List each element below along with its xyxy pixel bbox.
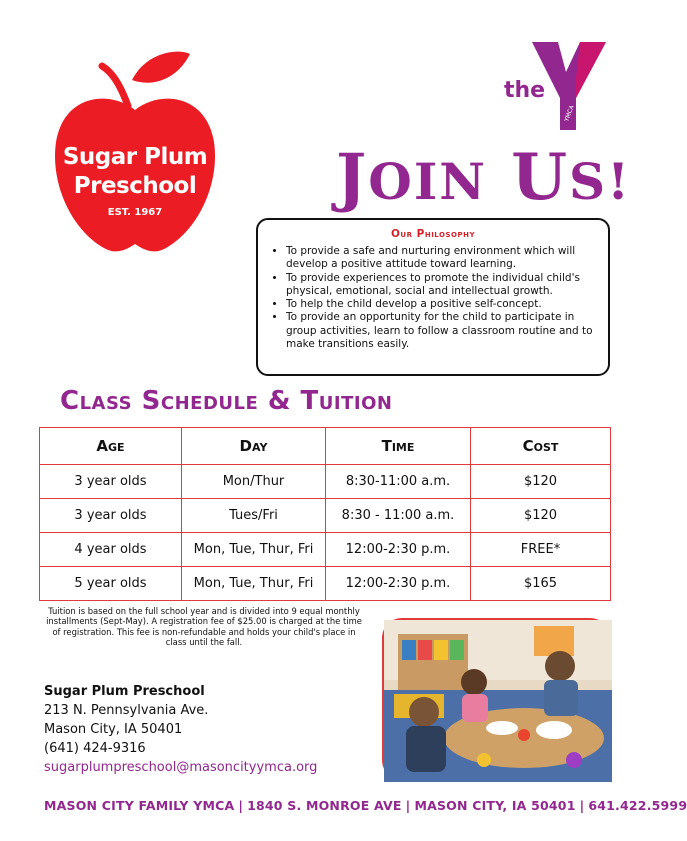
headline-oin: OIN bbox=[368, 152, 487, 211]
headline-j: J bbox=[336, 140, 369, 215]
schedule-title: Class Schedule & Tuition bbox=[60, 386, 393, 416]
tuition-note: Tuition is based on the full school year and is divided into 9 equal monthly installments (Sept-May). A registration fee of $25.00 is charged at the time of registration. This fee is non-refundable and holds your child's place in class until the fall. bbox=[46, 606, 362, 647]
footer bbox=[44, 798, 687, 813]
classroom-photo bbox=[382, 618, 610, 780]
headline-u: U bbox=[511, 140, 570, 215]
table-header-row bbox=[40, 428, 611, 465]
cell-time: 8:30-11:00 a.m. bbox=[326, 465, 471, 499]
footer-city: MASON CITY, IA 50401 bbox=[414, 798, 576, 813]
table-row bbox=[40, 465, 611, 499]
join-us-headline bbox=[336, 140, 631, 215]
footer-separator: | bbox=[405, 798, 411, 813]
footer-separator: | bbox=[238, 798, 244, 813]
ymca-mini-text: YMCA bbox=[563, 104, 576, 123]
logo-line2: Preschool bbox=[73, 173, 197, 199]
ymca-y-icon bbox=[500, 38, 610, 134]
header-cost: Cost bbox=[471, 428, 611, 465]
philosophy-list bbox=[268, 245, 598, 351]
sugar-plum-apple-logo bbox=[50, 44, 220, 256]
contact-street: 213 N. Pennsylvania Ave. bbox=[44, 703, 209, 718]
contact-email-link[interactable]: sugarplumpreschool@masoncityymca.org bbox=[44, 760, 318, 775]
cell-day: Mon/Thur bbox=[182, 465, 326, 499]
classroom-photo-image bbox=[384, 620, 612, 782]
philosophy-item: • To provide experiences to promote the individual child's physical, emotional, social and intellectual growth. bbox=[286, 272, 598, 299]
contact-phone: (641) 424-9316 bbox=[44, 741, 146, 756]
header-day: Day bbox=[182, 428, 326, 465]
logo-line1: Sugar Plum bbox=[62, 144, 208, 170]
ymca-logo bbox=[500, 38, 610, 134]
philosophy-box bbox=[256, 218, 610, 376]
cell-cost: $165 bbox=[471, 567, 611, 601]
footer-phone: 641.422.5999 bbox=[588, 798, 687, 813]
cell-age: 3 year olds bbox=[40, 499, 182, 533]
cell-age: 3 year olds bbox=[40, 465, 182, 499]
cell-cost: $120 bbox=[471, 499, 611, 533]
table-row bbox=[40, 533, 611, 567]
logo-est: EST. 1967 bbox=[107, 207, 163, 218]
cell-age: 4 year olds bbox=[40, 533, 182, 567]
contact-block bbox=[44, 682, 317, 777]
cell-cost: $120 bbox=[471, 465, 611, 499]
schedule-table bbox=[39, 427, 611, 601]
footer-org: MASON CITY FAMILY YMCA bbox=[44, 798, 235, 813]
header-age: Age bbox=[40, 428, 182, 465]
ymca-the-text: the bbox=[504, 78, 546, 103]
cell-age: 5 year olds bbox=[40, 567, 182, 601]
footer-separator: | bbox=[579, 798, 585, 813]
table-row bbox=[40, 499, 611, 533]
philosophy-title: Our Philosophy bbox=[390, 228, 476, 240]
philosophy-item: • To provide a safe and nurturing environment which will develop a positive attitude toward learning. bbox=[286, 245, 598, 272]
contact-city: Mason City, IA 50401 bbox=[44, 722, 183, 737]
cell-day: Mon, Tue, Thur, Fri bbox=[182, 533, 326, 567]
philosophy-item: • To help the child develop a positive self-concept. bbox=[286, 298, 598, 311]
cell-day: Tues/Fri bbox=[182, 499, 326, 533]
contact-name: Sugar Plum Preschool bbox=[44, 684, 205, 699]
table-row bbox=[40, 567, 611, 601]
footer-address: 1840 S. MONROE AVE bbox=[247, 798, 402, 813]
cell-day: Mon, Tue, Thur, Fri bbox=[182, 567, 326, 601]
philosophy-item: • To provide an opportunity for the child to participate in group activities, learn to follow a classroom routine and to make transitions easily. bbox=[286, 311, 598, 351]
cell-time: 12:00-2:30 p.m. bbox=[326, 567, 471, 601]
cell-time: 12:00-2:30 p.m. bbox=[326, 533, 471, 567]
headline-s: S! bbox=[569, 152, 632, 211]
cell-cost: FREE* bbox=[471, 533, 611, 567]
header-time: Time bbox=[326, 428, 471, 465]
cell-time: 8:30 - 11:00 a.m. bbox=[326, 499, 471, 533]
